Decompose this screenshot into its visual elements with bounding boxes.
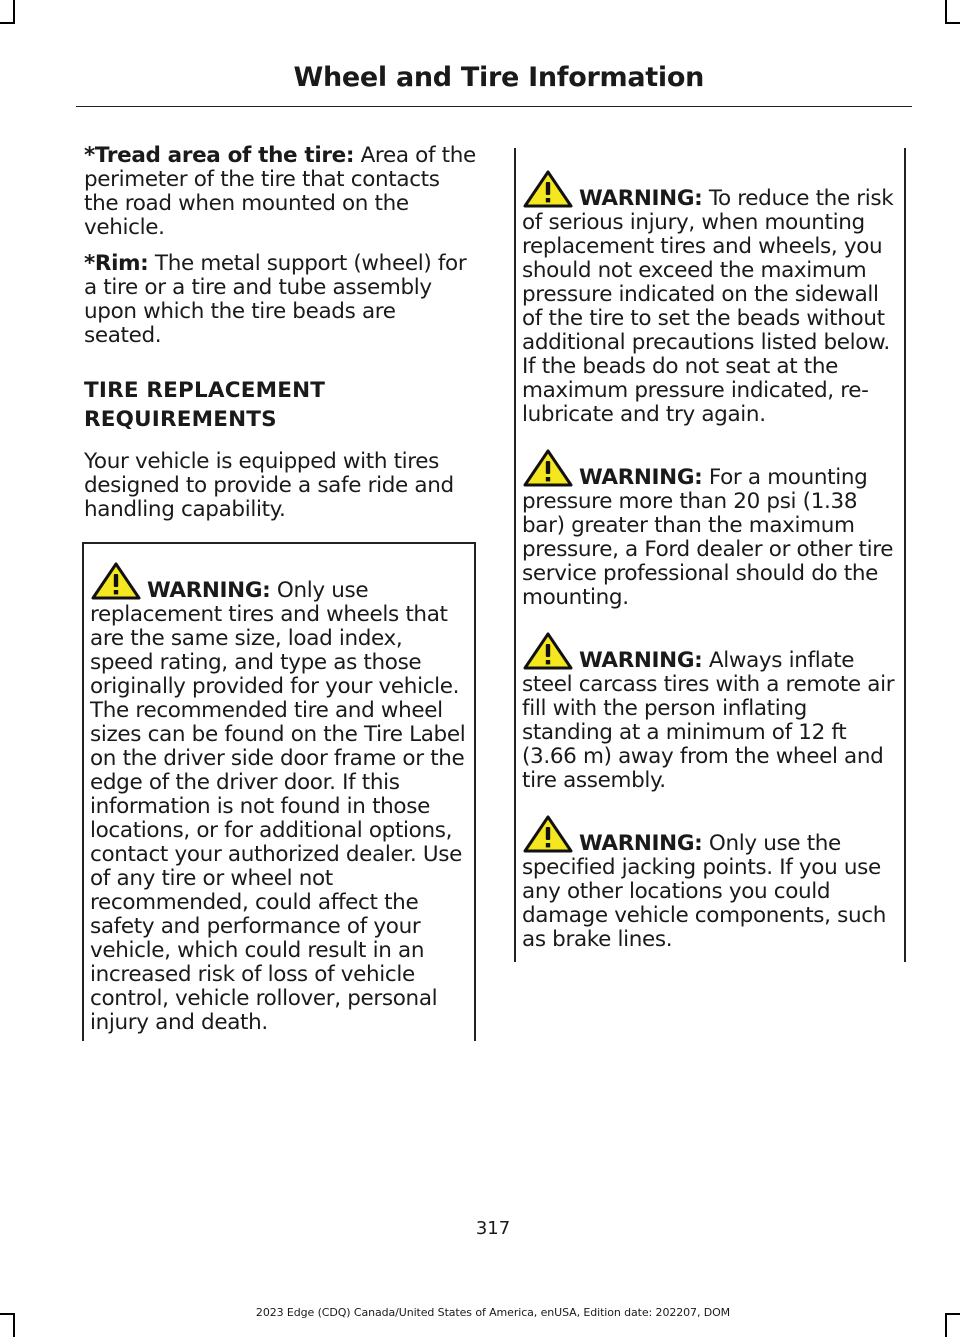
left-column <box>84 144 476 1041</box>
warning-label: WARNING: <box>579 465 703 490</box>
page-number: 317 <box>475 1218 511 1239</box>
crop-mark <box>946 22 960 24</box>
warning-triangle-icon <box>523 632 573 670</box>
warning-item <box>522 449 896 610</box>
warning-item <box>522 815 896 952</box>
warning-box <box>514 148 906 962</box>
warning-triangle-icon <box>91 562 141 600</box>
section-intro: Your vehicle is equipped with tires designed to provide a safe ride and handling capability. <box>84 449 454 522</box>
section-heading-line: TIRE REPLACEMENT <box>84 378 326 403</box>
warning-text: For a mounting pressure more than 20 psi (1.38 bar) greater than the maximum pressure, a Ford dealer or other tire service professional should do the mounting. <box>522 465 894 610</box>
warning-item <box>522 170 896 427</box>
definition-text: Area of the perimeter of the tire that contacts the road when mounted on the vehicle. <box>84 143 476 240</box>
warning-triangle-icon <box>523 449 573 487</box>
crop-mark <box>0 22 14 24</box>
warning-triangle-icon <box>523 815 573 853</box>
warning-item <box>90 562 466 1035</box>
warning-label: WARNING: <box>579 648 703 673</box>
section-heading-line: REQUIREMENTS <box>84 407 277 432</box>
right-column <box>514 148 906 962</box>
crop-mark <box>13 0 15 24</box>
warning-item <box>522 632 896 793</box>
page-title: Wheel and Tire Information <box>293 62 704 93</box>
definition-rim <box>84 252 476 348</box>
warning-text: Always inflate steel carcass tires with a remote air fill with the person inflating standing at a minimum of 12 ft (3.66 m) away from the wheel and tire assembly. <box>522 648 895 793</box>
warning-label: WARNING: <box>147 578 271 603</box>
definition-text: The metal support (wheel) for a tire or a tire and tube assembly upon which the tire beads are seated. <box>84 251 467 348</box>
definition-term: *Tread area of the tire: <box>84 143 355 168</box>
warning-text: To reduce the risk of serious injury, when mounting replacement tires and wheels, you should not exceed the maximum pressure indicated on the sidewall of the tire to set the beads without additional precautions listed below. If the beads do not seat at the maximum pressure indicated, re-lubricate and try again. <box>522 186 894 427</box>
warning-label: WARNING: <box>579 186 703 211</box>
warning-label: WARNING: <box>579 831 703 856</box>
definition-term: *Rim: <box>84 251 149 276</box>
crop-mark <box>945 0 947 24</box>
warning-text: Only use replacement tires and wheels that are the same size, load index, speed rating, and type as those originally provided for your vehicle. The recommended tire and wheel sizes can be found on the Tire Label on the driver side door frame or the edge of the driver door. If this information is not found in those locations, or for additional options, contact your authorized dealer. Use of any tire or wheel not recommended, could affect the safety and performance of your vehicle, which could result in an increased risk of loss of vehicle control, vehicle rollover, personal injury and death. <box>90 578 466 1035</box>
warning-box <box>82 542 476 1041</box>
section-heading <box>84 376 476 434</box>
definition-tread-area <box>84 144 476 240</box>
page-footer: 2023 Edge (CDQ) Canada/United States of America, enUSA, Edition date: 202207, DOM <box>255 1306 731 1319</box>
warning-triangle-icon <box>523 170 573 208</box>
header-divider <box>76 106 912 107</box>
warning-text: Only use the specified jacking points. If you use any other locations you could damage vehicle components, such as brake lines. <box>522 831 886 952</box>
